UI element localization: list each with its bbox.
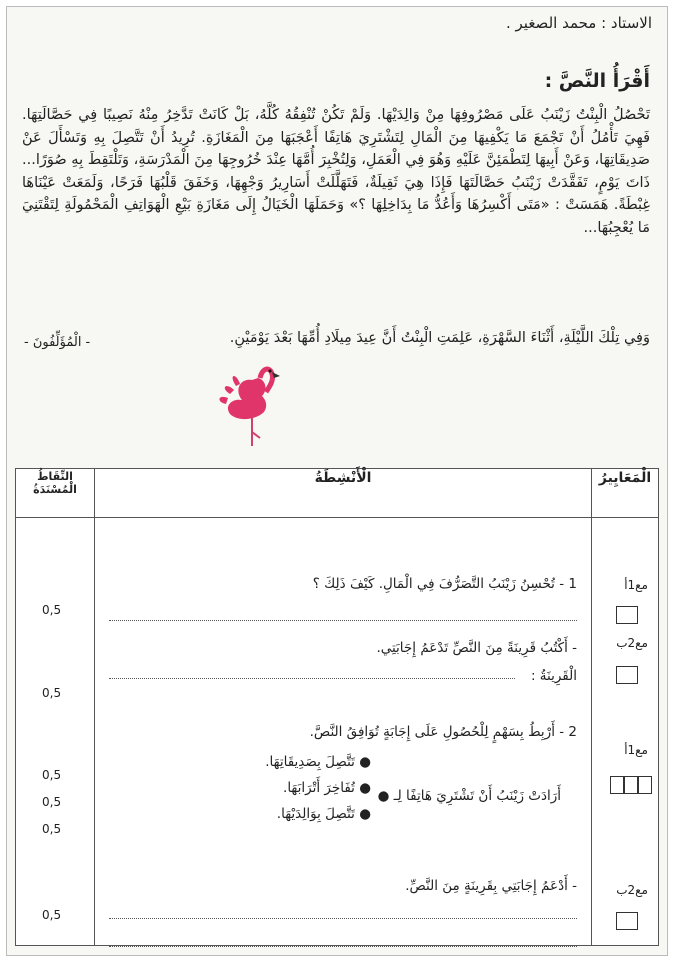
match-left-item: أَرَادَتْ زَيْنَبُ أَنْ تَشْتَرِيَ هَاتِفًا لِـ ● [377,788,561,804]
paragraph-1: تَحْصُلُ الْبِنْتُ زَيْنَبُ عَلَى مَصْرُوفِهَا مِنْ وَالِدَيْهَا. وَلَمْ تَكُنْ تُنْفِقُهُ كُلَّهُ، بَلْ كَانَتْ تَدَّخِرُ مِنْهُ نَصِيبًا فِي حَصَّالَتِهَا. فَهِيَ تَأْمُلُ أَنْ تَجْمَعَ مَا يَكْفِيهَا مِنَ الْمَالِ لِتَشْتَرِيَ هَاتِفًا أَعْجَبَهَا مِنَ الْمَغَازَةِ. تُرِيدُ أَنْ تَتَّصِلَ بِهِ وَتَسْأَلَ عَنْ صَدِيقَاتِهَا، وَعَنْ أَبِيهَا لِتَطْمَئِنَّ عَلَيْهِ وَهُوَ فِي الْعَمَلِ، وَلِتُخْبِرَ أُمَّهَا عِنْدَ خُرُوجِهَا مِنَ الْمَدْرَسَةِ، وَتَلْتَقِطَ بِهِ صُوَرًا... [22,107,650,168]
answer-line-2[interactable] [109,678,515,679]
points-4: 0,5 [42,795,62,809]
match-option-1[interactable]: ● تَتَّصِلَ بِصَدِيقَاتِهَا. [265,754,371,770]
score-box-3c[interactable] [638,776,652,794]
match-option-2[interactable]: ● تُفَاخِرَ أَتْرَابَهَا. [283,780,371,796]
reading-text [22,104,650,239]
reading-title: أَقْرَأُ النَّصَّ : [544,70,650,92]
evidence-label: الْقَرِينَةُ : [530,668,577,684]
points-header: النِّقَاطُ الْمُسْنَدَةُ [16,469,95,518]
question-2: 2 - أَرْبِطُ بِسَهْمٍ لِلْحُصُولِ عَلَى إِجَابَةٍ تُوَافِقُ النَّصَّ. [309,724,577,740]
criteria-header: الْمَعَايِيرُ [592,469,659,518]
score-box-3b[interactable] [624,776,638,794]
match-option-3-text: تَتَّصِلَ بِوَالِدَيْهَا. [276,806,355,822]
score-box-1[interactable] [616,606,638,624]
authors: - الْمُؤَلِّفُونَ - [24,335,91,350]
answer-line-1[interactable] [109,620,577,621]
question-2b: - أَدْعَمُ إِجَابَتِي بِقَرِينَةٍ مِنَ النَّصِّ. [405,878,577,894]
question-1: 1 - تُحْسِنُ زَيْنَبُ التَّصَرُّفَ فِي الْمَالِ. كَيْفَ ذَلِكَ ؟ [312,576,577,592]
criterion-1: مع1أ [624,578,648,592]
answer-line-4[interactable] [109,946,577,947]
criteria-column [592,518,659,946]
match-option-1-text: تَتَّصِلَ بِصَدِيقَاتِهَا. [265,754,355,770]
match-option-2-text: تُفَاخِرَ أَتْرَابَهَا. [283,780,355,796]
score-box-2[interactable] [616,666,638,684]
paragraph-2: ذَاتَ يَوْمٍ، تَفَقَّدَتْ زَيْنَبُ حَصَّالَتَهَا فَإِذَا هِيَ ثَقِيلَةٌ، فَتَهَلَّلَتْ أَسَارِيرُ وَجْهِهَا، وَخَفَقَ قَلْبُهَا فَرَحًا، وَلَمَعَتْ عَيْنَاهَا غِبْطَةً. هَمَسَتْ : «مَتَى أَكْسِرُهَا وَأَعُدُّ مَا بِدَاخِلِهَا ؟» وَحَمَلَهَا الْخَيَالُ إِلَى مَغَازَةِ بَيْعِ الْهَوَاتِفِ الْمَحْمُولَةِ لِتَقْتَنِيَ مَا يُعْجِبُهَا... [22,174,650,236]
activities-column [95,518,592,946]
points-6: 0,5 [42,908,62,922]
points-5: 0,5 [42,822,62,836]
points-2: 0,5 [42,686,62,700]
points-column [16,518,95,946]
criterion-2: مع2ب [616,636,648,650]
paragraph-3: وَفِي تِلْكَ اللَّيْلَةِ، أَثْنَاءَ السَّهْرَةِ، عَلِمَتِ الْبِنْتُ أَنَّ عِيدَ مِيلَادِ أُمِّهَا بَعْدَ يَوْمَيْنِ. [229,330,650,346]
activities-header: الْأَنْشِطَةُ [95,469,592,518]
question-1b: - أَكْتُبُ قَرِينَةً مِنَ النَّصِّ تَدْعَمُ إِجَابَتِي. [376,640,577,656]
flamingo-handprint-icon [212,360,302,450]
score-box-3a[interactable] [610,776,624,794]
activities-table [15,468,659,946]
points-1: 0,5 [42,603,62,617]
score-box-4[interactable] [616,912,638,930]
match-left-text: أَرَادَتْ زَيْنَبُ أَنْ تَشْتَرِيَ هَاتِفًا لِـ [393,788,561,804]
answer-line-3[interactable] [109,918,577,919]
criterion-4: مع2ب [616,883,648,897]
teacher-name: الاستاد : محمد الصغير . [505,14,652,32]
criterion-3: مع1أ [624,743,648,757]
points-3: 0,5 [42,768,62,782]
match-option-3[interactable]: ● تَتَّصِلَ بِوَالِدَيْهَا. [276,806,371,822]
